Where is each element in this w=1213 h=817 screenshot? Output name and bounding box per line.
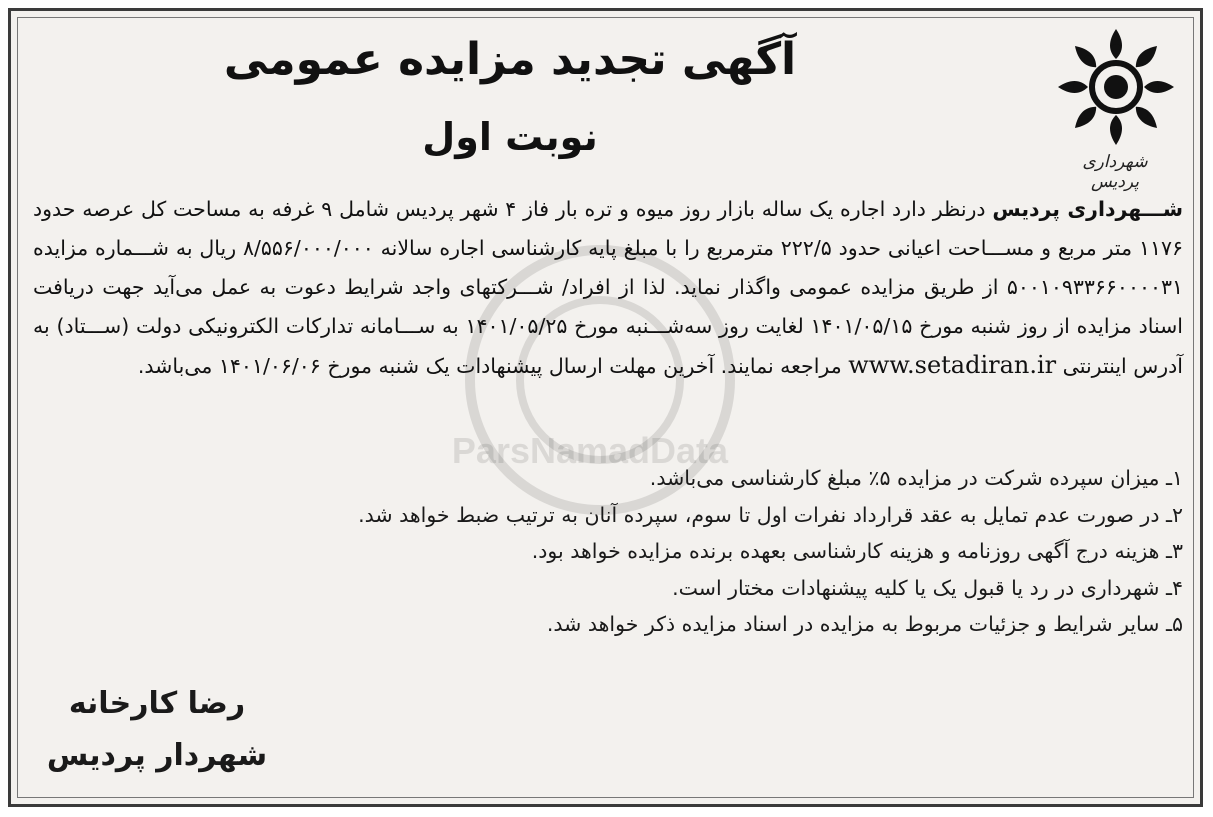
body-text-end: مراجعه نمایند. آخرین مهلت ارسال پیشنهادات یک شنبه مورخ ۱۴۰۱/۰۶/۰۶ می‌باشد. (137, 354, 849, 378)
website-url: www.setadiran.ir (848, 351, 1057, 379)
municipality-flower-logo-icon (1051, 22, 1181, 152)
condition-item: ۴ـ شهرداری در رد یا قبول یک یا کلیه پیشنهادات مختار است. (672, 575, 1183, 600)
body-text: درنظر دارد اجاره یک ساله بازار روز میوه و تره بار فاز ۴ شهر پردیس شامل ۹ غرفه به مساحت کل عرصه حدود ۱۱۷۶ متر مربع و مســـاحت اعیانی حدود ۲۲۲/۵ مترمربع را با مبلغ پایه کارشناسی اجاره سالانه ۸/۵۵۶/۰۰۰/۰۰۰ ریال به شـــماره مزایده ۵۰۰۱۰۹۳۳۶۶۰۰۰۰۳۱ از طریق مزایده عمومی واگذار نماید. لذا از افراد/ شـــرکتهای واجد شرایط دعوت به عمل می‌آید جهت دریافت اسناد مزایده از روز شنبه مورخ ۱۴۰۱/۰۵/۱۵ لغایت روز سه‌شـــنبه مورخ ۱۴۰۱/۰۵/۲۵ به ســـامانه تدارکات الکترونیکی دولت (ســـتاد) به آدرس اینترنتی (33, 197, 1183, 378)
organization-name: شـــهرداری پردیس (992, 197, 1184, 221)
condition-item: ۲ـ در صورت عدم تمایل به عقد قرارداد نفرات اول تا سوم، سپرده آنان به ترتیب ضبط خواهد شد. (358, 502, 1183, 527)
signatory-role: شهردار پردیس (46, 738, 268, 773)
condition-item: ۳ـ هزینه درج آگهی روزنامه و هزینه کارشناسی بعهده برنده مزایده خواهد بود. (531, 539, 1183, 563)
conditions-list (33, 460, 1183, 643)
watermark-text: ParsNamadData (451, 430, 729, 471)
signature-block (42, 678, 272, 782)
signatory-name: رضا کارخانه (68, 686, 246, 721)
ad-title: آگهی تجدید مزایده عمومی (223, 34, 797, 85)
logo-caption: شهرداری پردیس (1082, 152, 1148, 192)
condition-item: ۱ـ میزان سپرده شرکت در مزایده ۵٪ مبلغ کارشناسی می‌باشد. (649, 466, 1183, 490)
condition-item: ۵ـ سایر شرایط و جزئیات مربوط به مزایده در اسناد مزایده ذکر خواهد شد. (546, 612, 1183, 636)
ad-subtitle: نوبت اول (422, 115, 598, 159)
ad-body-paragraph (33, 190, 1183, 386)
